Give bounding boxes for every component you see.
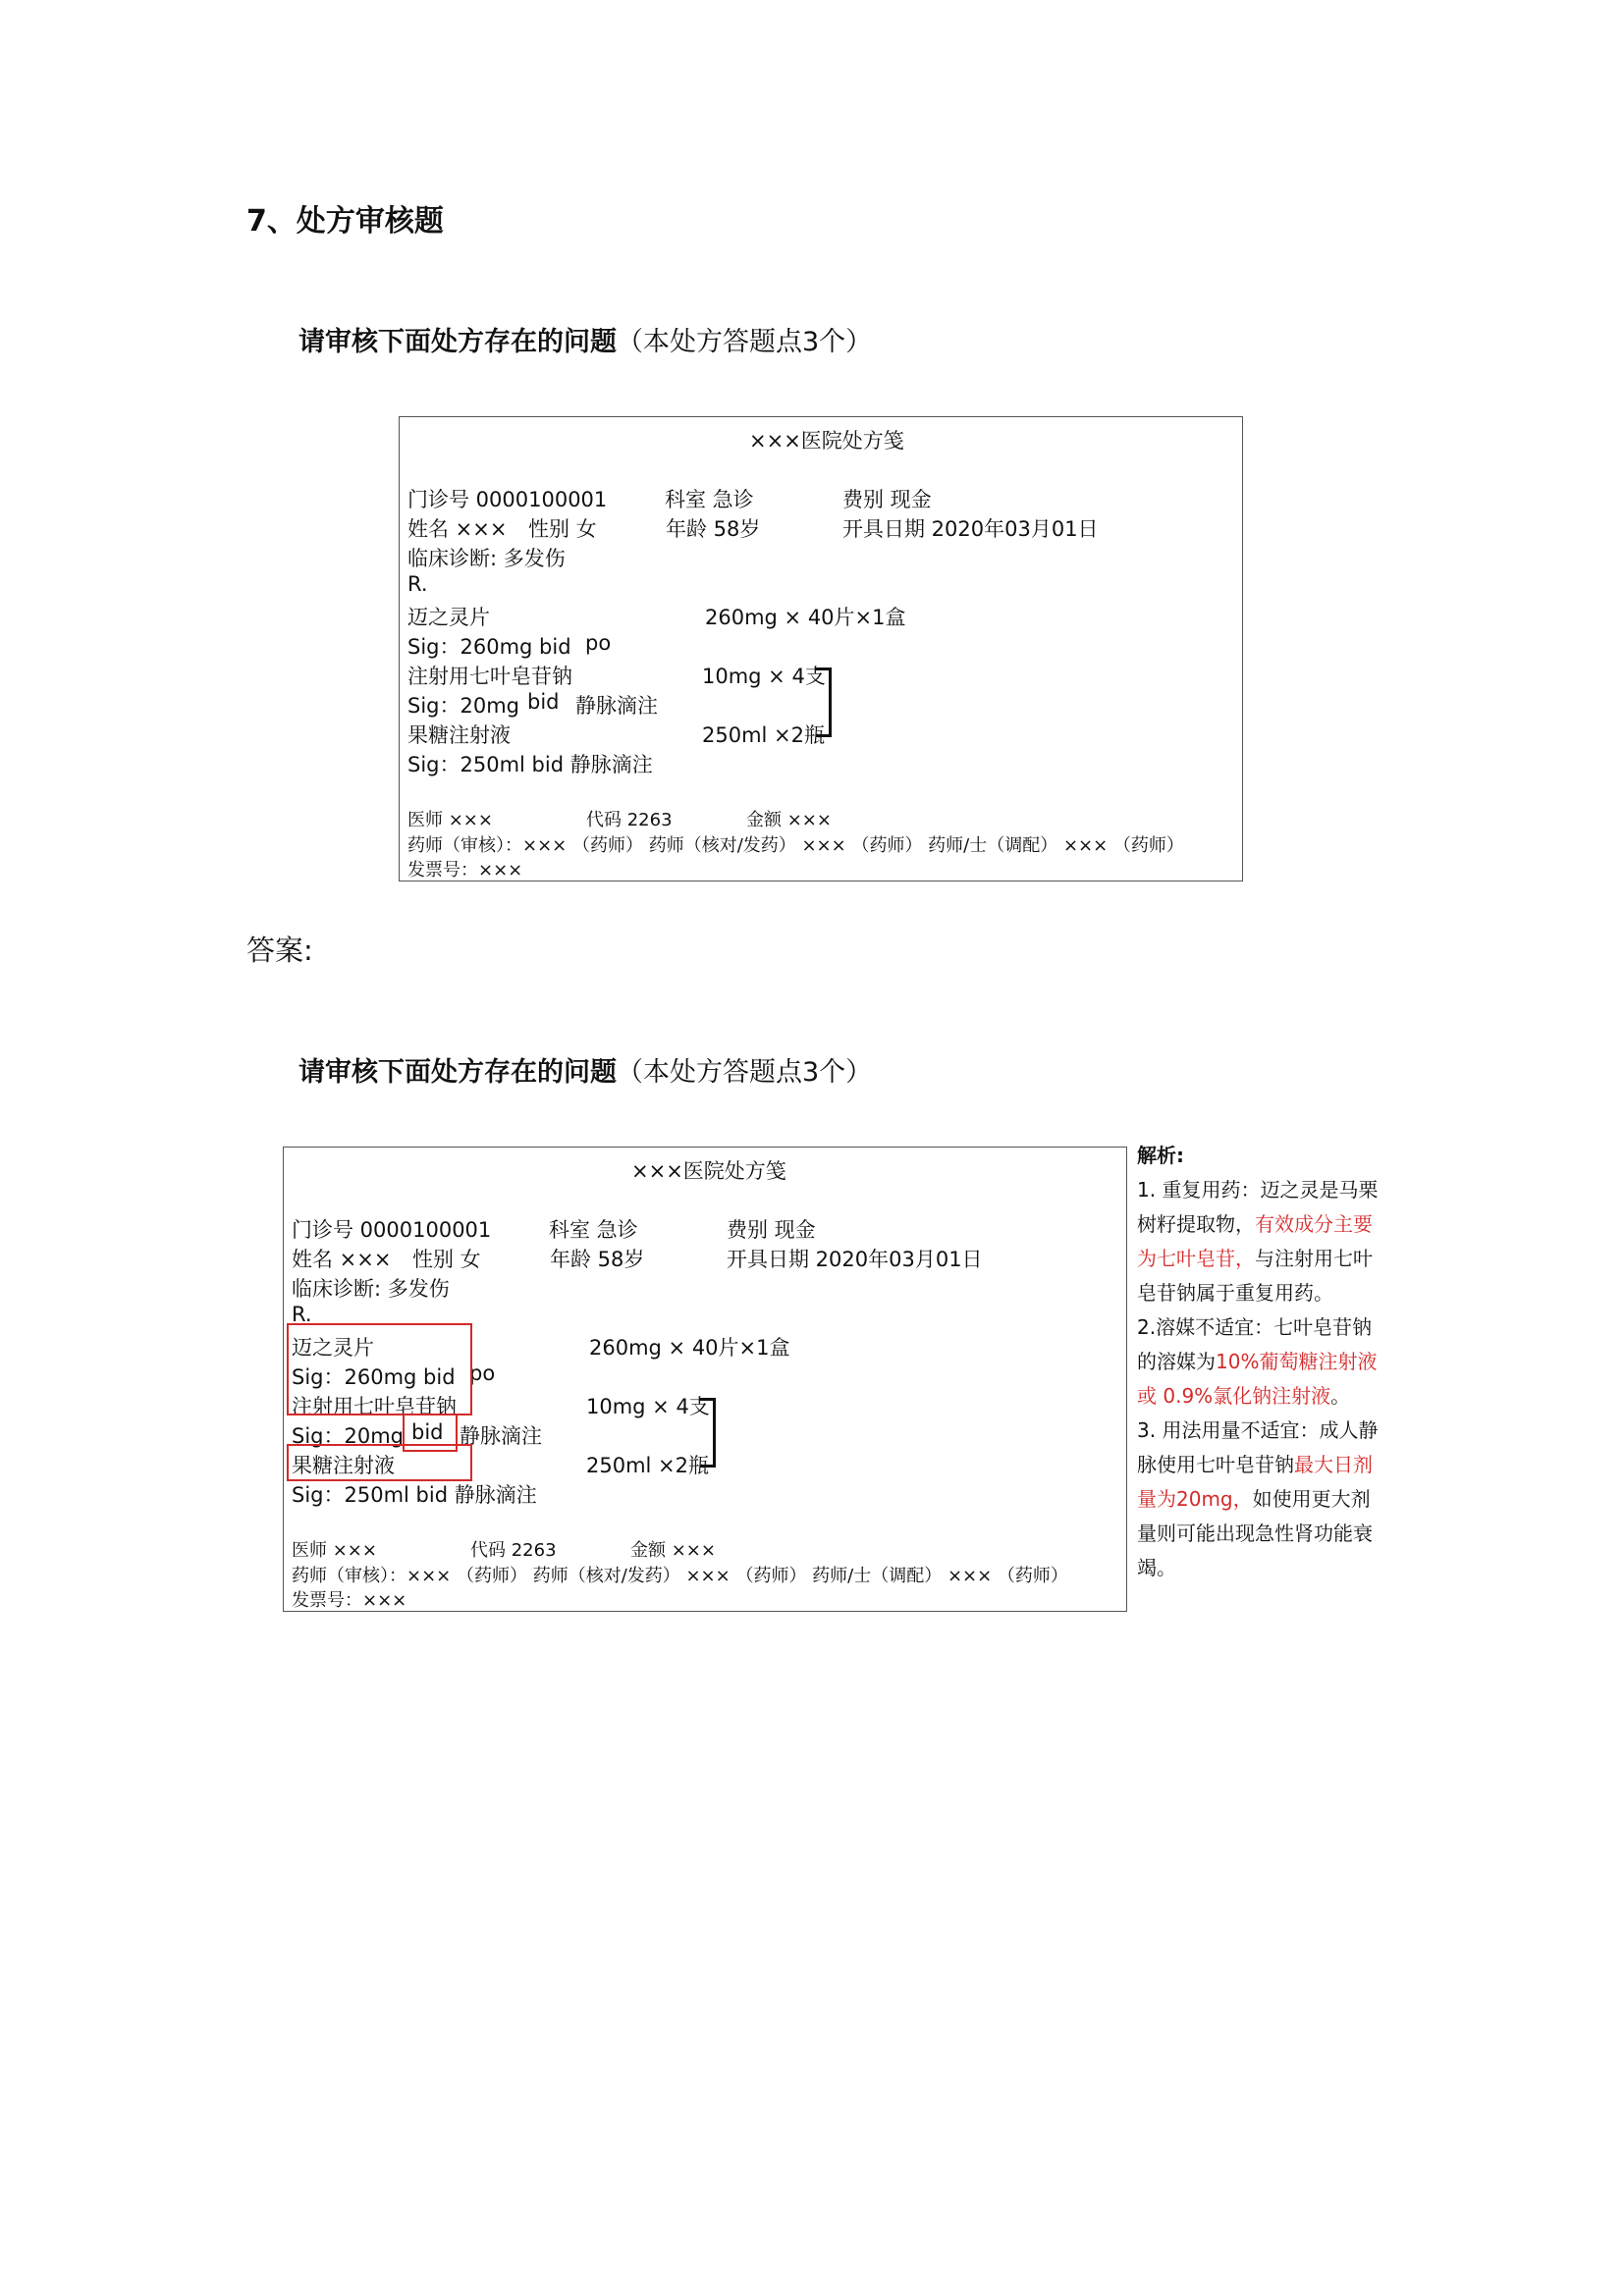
rx-date: 开具日期 2020年03月01日 <box>727 1248 983 1271</box>
prescription-card-question <box>399 416 1243 881</box>
analysis-point-2-highlight: 10%葡萄糖注射液或 0.9%氯化钠注射液 <box>1137 1350 1378 1408</box>
rx-pharmacist-line: 药师（审核）：××× （药师） 药师（核对/发药） ××× （药师） 药师/士（调配） ××× （药师） <box>407 835 1184 856</box>
rx-drug3-name: 果糖注射液 <box>407 723 511 747</box>
analysis-point-1-tail: 与注射用七叶皂苷钠属于重复用药。 <box>1137 1247 1373 1305</box>
analysis-point-2-text: 2.溶媒不适宜：七叶皂苷钠的溶媒为 <box>1137 1315 1373 1373</box>
rx-department: 科室 急诊 <box>549 1218 638 1242</box>
rx-drug2-freq: bid <box>411 1420 444 1444</box>
analysis-point-2 <box>1137 1310 1382 1414</box>
rx-rp: R. <box>407 572 428 596</box>
group-bracket <box>700 1398 716 1468</box>
rx-drug3-sig: Sig：250ml bid 静脉滴注 <box>407 753 653 776</box>
analysis-point-1-text: 1. 重复用药：迈之灵是马栗树籽提取物， <box>1137 1178 1379 1236</box>
highlight-duplicate-drug <box>287 1323 472 1415</box>
section-title: 7、处方审核题 <box>246 204 444 239</box>
rx-drug2-sig: Sig：20mg <box>292 1424 405 1448</box>
rx-drug2-freq: bid <box>527 690 560 714</box>
answer-question-title <box>298 1050 872 1089</box>
rx-drug3-sig: Sig：250ml bid 静脉滴注 <box>292 1483 537 1507</box>
rx-patient-name: 姓名 ××× <box>407 517 508 541</box>
rx-drug1-route: po <box>469 1362 496 1385</box>
rx-title: ×××医院处方笺 <box>749 429 904 453</box>
rx-rp: R. <box>292 1303 312 1326</box>
rx-drug1-qty: 260mg × 40片×1盒 <box>705 606 906 629</box>
analysis-point-3 <box>1137 1414 1382 1585</box>
question-title <box>298 320 872 358</box>
rx-diagnosis: 临床诊断: 多发伤 <box>292 1277 450 1301</box>
rx-doctor: 医师 ××× <box>292 1540 377 1561</box>
rx-gender: 性别 女 <box>528 517 597 541</box>
prescription-card-answer <box>283 1147 1127 1612</box>
question-bold: 请审核下面处方存在的问题 <box>298 327 617 357</box>
answer-question-note: （本处方答题点3个） <box>617 1057 873 1088</box>
rx-age: 年龄 58岁 <box>666 517 761 541</box>
rx-department: 科室 急诊 <box>665 488 754 511</box>
rx-clinic-no: 门诊号 0000100001 <box>292 1218 492 1242</box>
rx-invoice: 发票号：××× <box>407 860 523 881</box>
question-note: （本处方答题点3个） <box>617 327 873 357</box>
group-bracket <box>816 667 832 737</box>
rx-code: 代码 2263 <box>470 1540 557 1561</box>
rx-drug1-name: 迈之灵片 <box>407 606 490 629</box>
highlight-solvent <box>287 1444 472 1481</box>
analysis-point-2-tail: 。 <box>1330 1384 1351 1408</box>
analysis-title: 解析: <box>1137 1144 1184 1167</box>
analysis-point-1 <box>1137 1173 1382 1310</box>
rx-invoice: 发票号：××× <box>292 1590 407 1611</box>
analysis-panel <box>1137 1139 1382 1585</box>
rx-drug1-name: 迈之灵片 <box>292 1336 374 1360</box>
rx-title: ×××医院处方笺 <box>631 1159 786 1183</box>
rx-drug2-qty: 10mg × 4支 <box>586 1395 710 1418</box>
rx-drug2-sig: Sig：20mg <box>407 694 520 718</box>
rx-gender: 性别 女 <box>412 1248 481 1271</box>
analysis-point-3-text: 3. 用法用量不适宜：成人静脉使用七叶皂苷钠 <box>1137 1418 1379 1476</box>
rx-fee-type: 费别 现金 <box>842 488 932 511</box>
rx-amount: 金额 ××× <box>746 810 832 830</box>
rx-drug2-route: 静脉滴注 <box>460 1424 542 1448</box>
rx-pharmacist-line: 药师（审核）：××× （药师） 药师（核对/发药） ××× （药师） 药师/士（调配） ××× （药师） <box>292 1566 1068 1586</box>
analysis-point-3-highlight: 最大日剂量为20mg， <box>1137 1453 1373 1511</box>
analysis-point-3-tail: 如使用更大剂量则可能出现急性肾功能衰竭。 <box>1137 1487 1373 1579</box>
rx-drug1-qty: 260mg × 40片×1盒 <box>589 1336 790 1360</box>
rx-fee-type: 费别 现金 <box>727 1218 816 1242</box>
rx-drug3-name: 果糖注射液 <box>292 1454 395 1477</box>
rx-drug2-qty: 10mg × 4支 <box>702 665 826 688</box>
rx-doctor: 医师 ××× <box>407 810 493 830</box>
rx-clinic-no: 门诊号 0000100001 <box>407 488 608 511</box>
rx-drug1-route: po <box>585 631 612 655</box>
rx-drug1-sig: Sig：260mg bid <box>292 1365 456 1389</box>
rx-drug2-route: 静脉滴注 <box>575 694 658 718</box>
answer-label: 答案: <box>246 934 313 967</box>
rx-drug2-name: 注射用七叶皂苷钠 <box>292 1395 457 1418</box>
rx-date: 开具日期 2020年03月01日 <box>842 517 1099 541</box>
rx-patient-name: 姓名 ××× <box>292 1248 392 1271</box>
rx-drug3-qty: 250ml ×2瓶 <box>702 723 826 747</box>
rx-code: 代码 2263 <box>586 810 673 830</box>
rx-drug2-name: 注射用七叶皂苷钠 <box>407 665 572 688</box>
rx-diagnosis: 临床诊断: 多发伤 <box>407 547 566 570</box>
rx-drug3-qty: 250ml ×2瓶 <box>586 1454 710 1477</box>
rx-amount: 金额 ××× <box>630 1540 716 1561</box>
rx-drug1-sig: Sig：260mg bid <box>407 635 571 659</box>
answer-question-bold: 请审核下面处方存在的问题 <box>298 1057 617 1088</box>
rx-age: 年龄 58岁 <box>550 1248 645 1271</box>
analysis-point-1-highlight: 有效成分主要为七叶皂苷， <box>1137 1212 1373 1270</box>
